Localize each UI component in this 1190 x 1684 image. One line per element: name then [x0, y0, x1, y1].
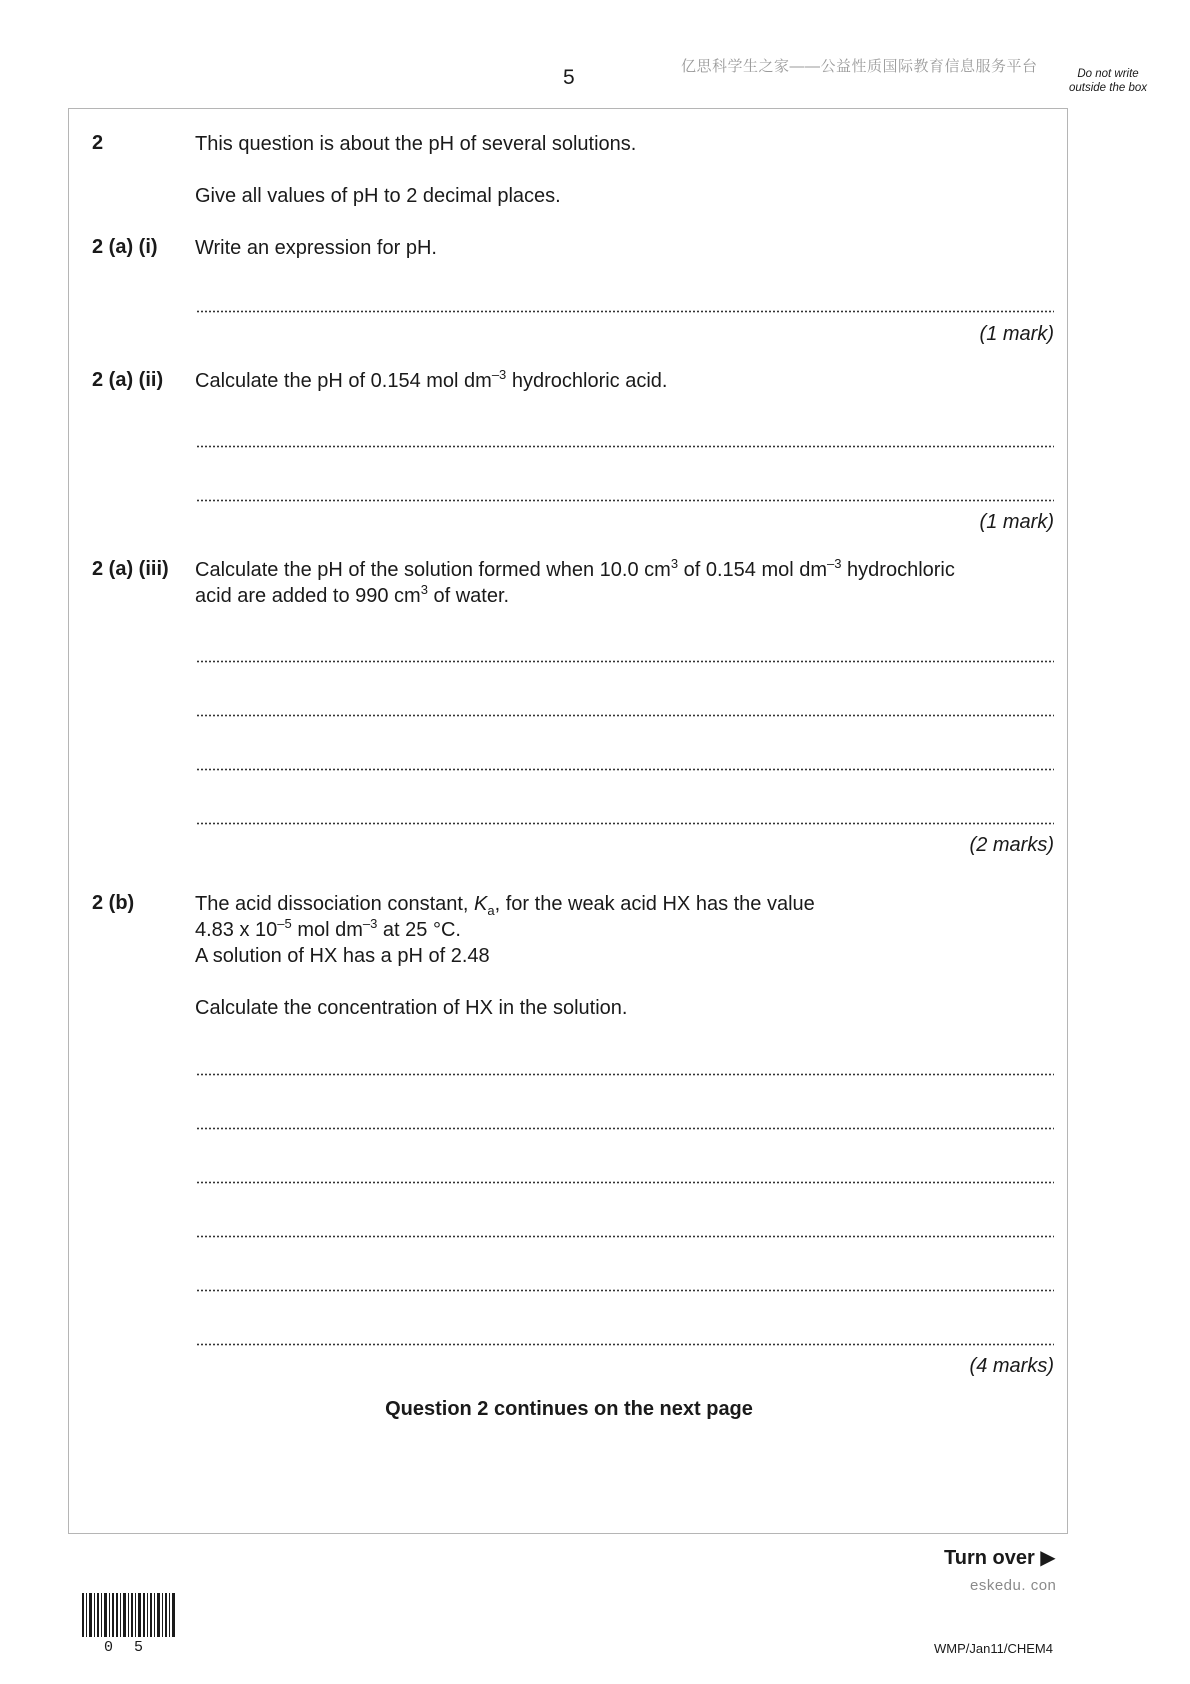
barcode-number: 0 5: [104, 1639, 150, 1656]
barcode-image: [82, 1593, 176, 1637]
marks-b: (4 marks): [969, 1355, 1054, 1377]
part-text-b-line1: The acid dissociation constant, $K_a$, for the weak acid HX has the value: [195, 893, 815, 918]
answer-line[interactable]: [196, 1235, 1054, 1238]
part-label-a-i: 2 (a) (i): [92, 236, 158, 258]
answer-line[interactable]: [196, 660, 1054, 663]
part-label-a-ii: 2 (a) (ii): [92, 369, 164, 391]
answer-line[interactable]: [196, 768, 1054, 771]
answer-line[interactable]: [196, 1127, 1054, 1130]
marks-a-iii: (2 marks): [969, 834, 1054, 856]
part-text-a-ii: Calculate the pH of 0.154 mol $dm^{-3}$ hydrochloric acid.: [195, 367, 668, 392]
part-text-b-line3: A solution of HX has a pH of 2.48: [195, 945, 490, 967]
answer-line[interactable]: [196, 822, 1054, 825]
answer-line[interactable]: [196, 310, 1054, 313]
answer-line[interactable]: [196, 714, 1054, 717]
answer-line[interactable]: [196, 1073, 1054, 1076]
question-number: 2: [92, 132, 104, 154]
continues-note: Question 2 continues on the next page: [385, 1398, 753, 1420]
part-text-a-i: Write an expression for pH.: [195, 237, 437, 259]
marks-a-i: (1 mark): [979, 323, 1054, 345]
part-text-b-line2: 4.83 x $10^{-5}$ mol $dm^{-3}$ at 25 °C.: [195, 916, 461, 941]
part-instruction-b: Calculate the concentration of HX in the solution.: [195, 997, 628, 1019]
page-number: 5: [563, 66, 575, 89]
part-label-b: 2 (b): [92, 892, 135, 914]
question-intro: This question is about the pH of several solutions.: [195, 133, 637, 155]
marks-a-ii: (1 mark): [979, 511, 1054, 533]
answer-line[interactable]: [196, 445, 1054, 448]
site-watermark: eskedu. con: [970, 1577, 1057, 1594]
turn-over-label: Turn over ▶: [944, 1547, 1056, 1569]
answer-box-border: [68, 108, 1068, 1534]
margin-note: Do not write outside the box: [1068, 68, 1147, 94]
question-instruction: Give all values of pH to 2 decimal places.: [195, 185, 561, 207]
part-text-a-iii-line2: acid are added to 990 $cm^3$ of water.: [195, 582, 510, 607]
part-label-a-iii: 2 (a) (iii): [92, 558, 169, 580]
answer-line[interactable]: [196, 1343, 1054, 1346]
answer-line[interactable]: [196, 499, 1054, 502]
paper-reference: WMP/Jan11/CHEM4: [934, 1641, 1053, 1656]
part-text-a-iii: Calculate the pH of the solution formed when 10.0 $cm^3$ of 0.154 mol $dm^{-3}$ hydrochloric: [195, 556, 955, 581]
watermark-text: 亿思科学生之家——公益性质国际教育信息服务平台: [681, 58, 1038, 75]
answer-line[interactable]: [196, 1181, 1054, 1184]
answer-line[interactable]: [196, 1289, 1054, 1292]
